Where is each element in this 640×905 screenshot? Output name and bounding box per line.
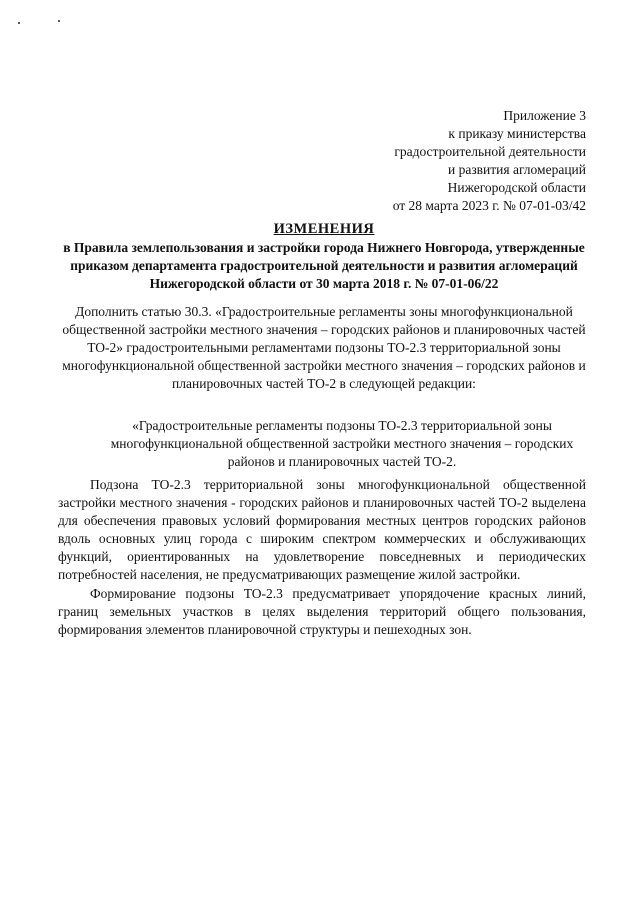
scan-speck xyxy=(18,22,20,24)
appendix-header xyxy=(393,107,586,215)
body-paragraph: Подзона ТО-2.3 территориальной зоны многофункциональной общественной застройки местного значения - городских районов и планировочных частей ТО-2 выделена для обеспечения правовых условий формирования местных центров городских районов вдоль основных улиц города с широким спектром коммерческих и обслуживающих функций, ориентированных на удовлетворение повседневных и периодических потребностей населения, не предусматривающих размещение жилой застройки. xyxy=(58,477,586,582)
document-subtitle: в Правила землепользования и застройки города Нижнего Новгорода, утвержденные приказом департамента градостроительной деятельности и развития агломераций Нижегородской области от 30 марта 2018 г. № 07-01-06/22 xyxy=(63,240,585,291)
appendix-line: градостроительной деятельности xyxy=(394,144,586,159)
scan-speck xyxy=(58,20,60,22)
quoted-heading: «Градостроительные регламенты подзоны ТО-2.3 территориальной зоны многофункциональной общественной застройки местного значения – городских районов и планировочных частей ТО-2. xyxy=(110,418,574,469)
appendix-line: Приложение 3 xyxy=(503,108,586,123)
appendix-line: от 28 марта 2023 г. № 07-01-03/42 xyxy=(392,198,586,213)
appendix-line: Нижегородской области xyxy=(447,180,586,195)
appendix-line: к приказу министерства xyxy=(448,126,586,141)
document-title: ИЗМЕНЕНИЯ xyxy=(273,221,375,237)
intro-paragraph: Дополнить статью 30.3. «Градостроительные регламенты зоны многофункциональной общественной застройки местного значения – городских районов и планировочных частей ТО-2» градостроительными регламентами подзоны ТО-2.3 территориальной зоны многофункциональной общественной застройки местного значения – городских районов и планировочных частей ТО-2 в следующей редакции: xyxy=(62,304,586,391)
body-paragraph: Формирование подзоны ТО-2.3 предусматривает упорядочение красных линий, границ земельных участков в целях выделения территорий общего пользования, формирования элементов планировочной структуры и пешеходных зон. xyxy=(58,586,586,637)
appendix-line: и развития агломераций xyxy=(447,162,586,177)
document-title-block xyxy=(58,219,590,293)
